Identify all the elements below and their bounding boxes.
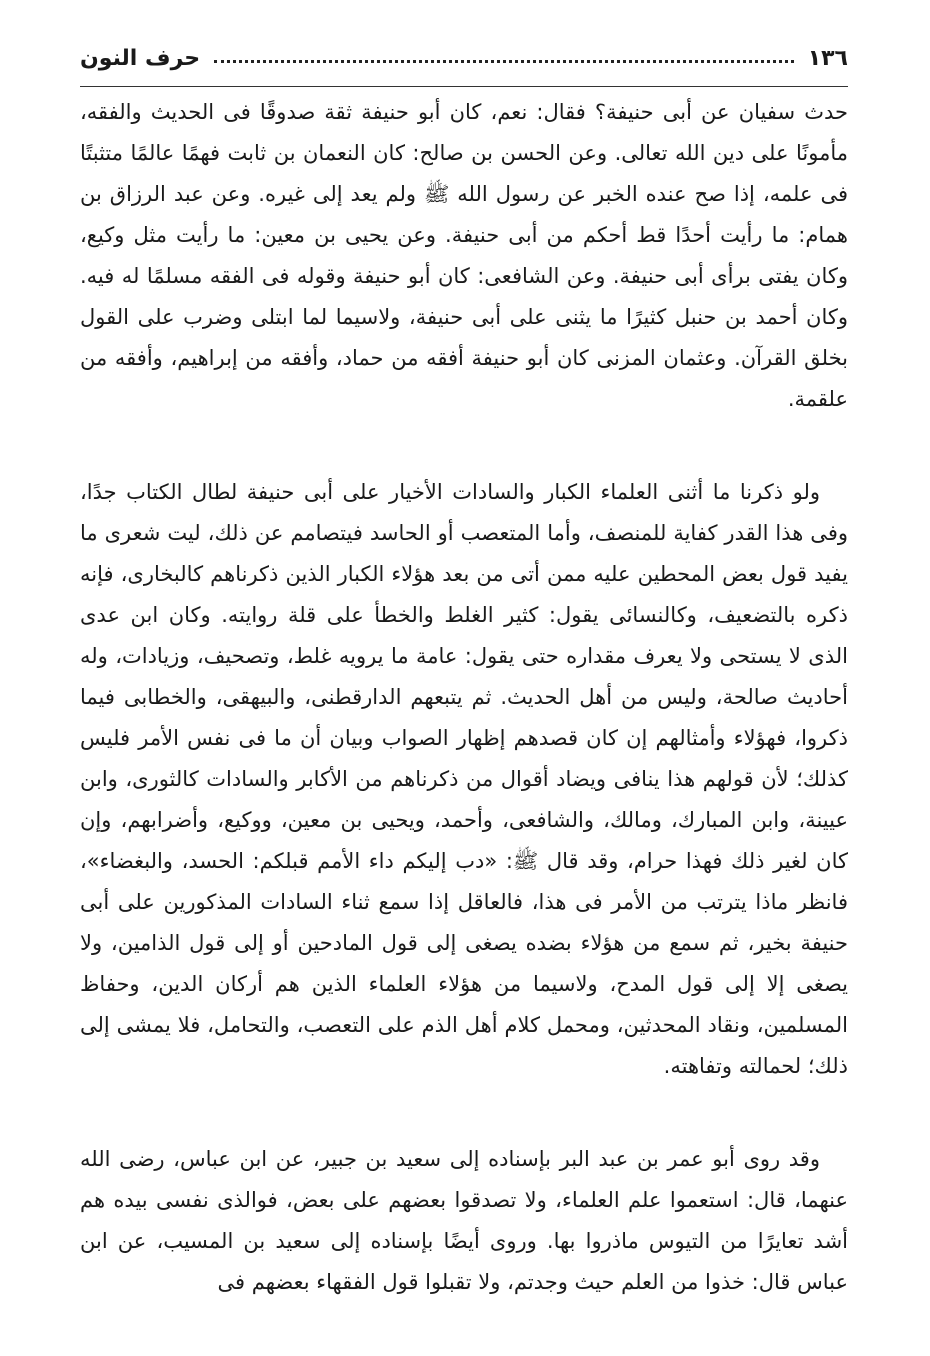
text-body	[80, 92, 848, 1303]
paragraph-praise-of-abu-hanifa: حدث سفيان عن أبى حنيفة؟ فقال: نعم، كان أبو حنيفة ثقة صدوقًا فى الحديث والفقه، مأمونًا على دين الله تعالى. وعن الحسن بن صالح: كان النعمان بن ثابت فهمًا عالمًا متثبتًا فى علمه، إذا صح عنده الخبر عن رسول الله ﷺ ولم يعد إلى غيره. وعن عبد الرزاق بن همام: ما رأيت أحدًا قط أحكم من أبى حنيفة. وعن يحيى بن معين: ما رأيت مثل وكيع، وكان يفتى برأى أبى حنيفة. وعن الشافعى: كان أبو حنيفة وقوله فى الفقه مسلمًا له فيه. وكان أحمد بن حنبل كثيرًا ما يثنى على أبى حنيفة، ولاسيما لما ابتلى وضرب على القول بخلق القرآن. وعثمان المزنى كان أبو حنيفة أفقه من حماد، وأفقه من إبراهيم، وأفقه من علقمة.	[80, 100, 848, 411]
page-number: ١٣٦	[807, 45, 848, 71]
running-head	[80, 38, 848, 78]
chapter-title: حرف النون	[80, 45, 201, 71]
header-divider	[80, 86, 848, 87]
leader-dots	[214, 60, 794, 63]
paragraph-critics-response: ولو ذكرنا ما أثنى العلماء الكبار والسادات الأخيار على أبى حنيفة لطال الكتاب جدًا، وفى هذا القدر كفاية للمنصف، وأما المتعصب أو الحاسد فيتصامم عن ذلك، ليت شعرى ما يفيد قول بعض المحطين عليه ممن أتى من بعد هؤلاء الكبار الذين ذكرناهم كالبخارى، فإنه ذكره بالتضعيف، وكالنسائى يقول: كثير الغلط والخطأ على قلة روايته. وكان ابن عدى الذى لا يستحى ولا يعرف مقداره حتى يقول: عامة ما يرويه غلط، وتصحيف، وزيادات، وله أحاديث صالحة، وليس من أهل الحديث. ثم يتبعهم الدارقطنى، والبيهقى، والخطابى فيما ذكروا، فهؤلاء وأمثالهم إن كان قصدهم إظهار الصواب وبيان أن ما فى نفس الأمر فليس كذلك؛ لأن قولهم هذا ينافى ويضاد أقوال من ذكرناهم من الأكابر والسادات كالثورى، وابن عيينة، وابن المبارك، ومالك، والشافعى، وأحمد، ويحيى بن معين، ووكيع، وأضرابهم، وإن كان لغير ذلك فهذا حرام، وقد قال ﷺ: «دب إليكم داء الأمم قبلكم: الحسد، والبغضاء»، فانظر ماذا يترتب من الأمر فى هذا، فالعاقل إذا سمع ثناء السادات المذكورين على أبى حنيفة بخير، ثم سمع من هؤلاء بضده يصغى إلى قول المادحين أو إلى قول الذامين، ولا يصغى إلا إلى قول المدح، ولاسيما من هؤلاء العلماء الذين هم أركان الدين، وحفاظ المسلمين، ونقاد المحدثين، ومحمل كلام أهل الذم على التعصب، والتحامل، فلا يمشى إلى ذلك؛ لحمالته وتفاهته.	[80, 480, 848, 1078]
paragraph-ibn-abbas-narration: وقد روى أبو عمر بن عبد البر بإسناده إلى سعيد بن جبير، عن ابن عباس، رضى الله عنهما، قال: استعموا علم العلماء، ولا تصدقوا بعضهم على بعض، فوالذى نفسى بيده هم أشد تعايرًا من التيوس ماذروا بها. وروى أيضًا بإسناده إلى سعيد بن المسيب، عن ابن عباس قال: خذوا من العلم حيث وجدتم، ولا تقبلوا قول الفقهاء بعضهم فى	[80, 1147, 848, 1294]
